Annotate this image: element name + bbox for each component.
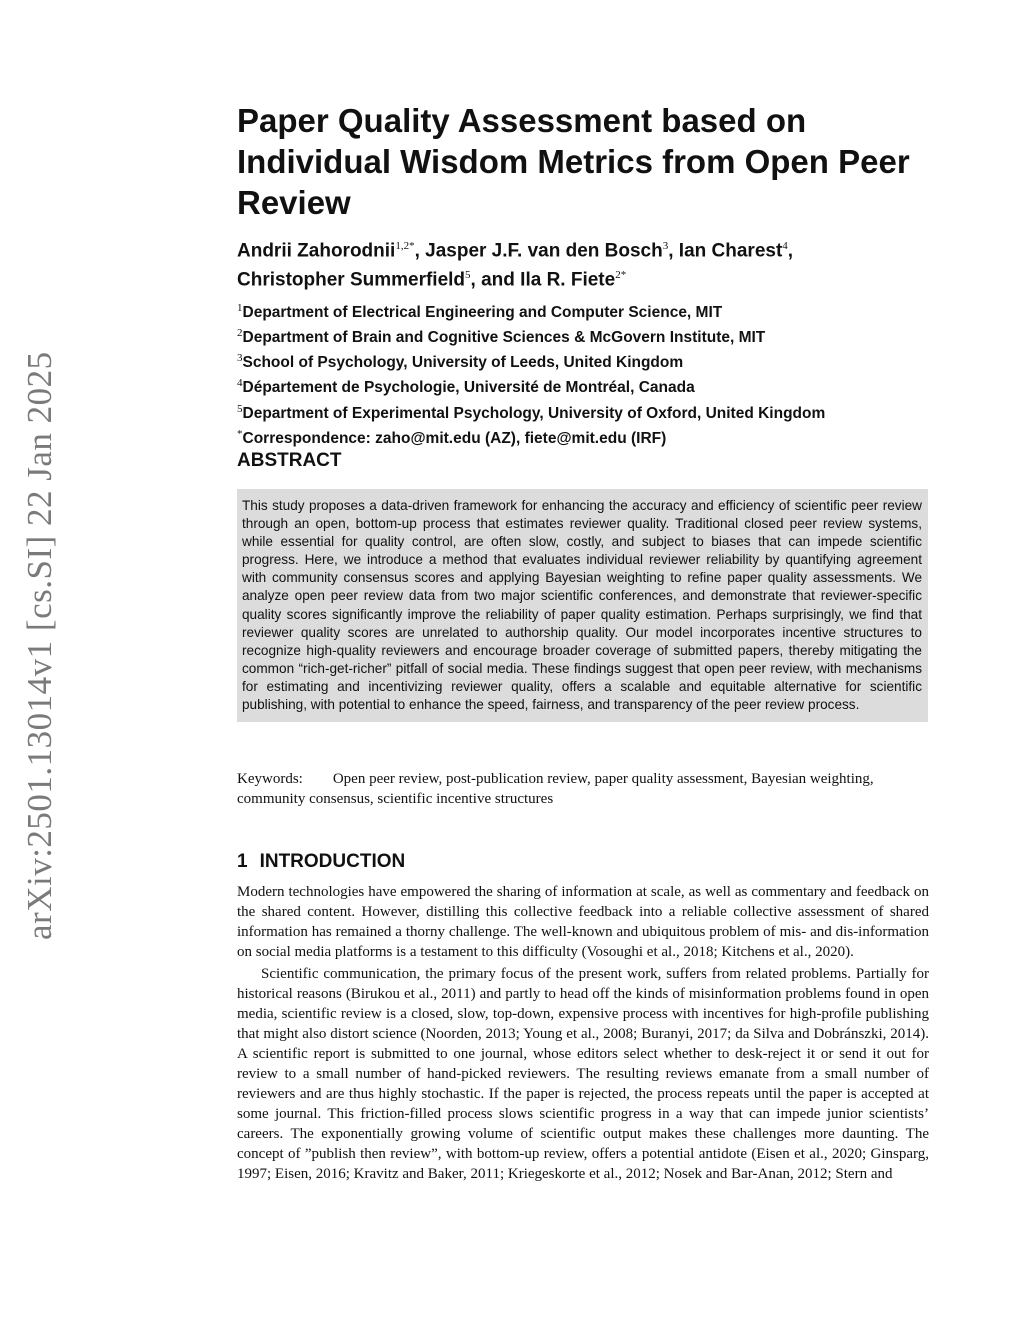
author-list [237,234,937,293]
affiliation-line [237,298,937,323]
section-body [237,882,929,1184]
author-name: Christopher Summerfield [237,269,466,291]
affiliation-line [237,323,937,348]
author-affiliation-mark: 3 [662,240,669,252]
author-name: Andrii Zahorodnii [237,240,396,262]
body-paragraph: Modern technologies have empowered the sharing of information at scale, as well as commentary and feedback on the shared content. However, distilling this collective feedback into a reliable collective assessment of shared information has remained a thorny challenge. The well-known and ubiquitous problem of mis- and dis-information on social media platforms is a testament to this difficulty (Vosoughi et al., 2018; Kitchens et al., 2020). [237,884,929,960]
correspondence-text: Correspondence: zaho@mit.edu (AZ), fiete@mit.edu (IRF) [242,429,667,447]
keywords-text: Open peer review, post-publication review, paper quality assessment, Bayesian weighting, community consensus, scientific incentive structures [237,771,874,807]
author-separator: , [668,240,679,262]
keywords-label: Keywords: [237,771,303,787]
affiliation-mark: 2 [237,327,243,340]
affiliation-mark: 4 [237,377,243,390]
author-name: Jasper J.F. van den Bosch [425,240,663,262]
author-separator: , [414,240,426,262]
arxiv-identifier-stamp: arXiv:2501.13014v1 [cs.SI] 22 Jan 2025 [20,351,59,940]
affiliation-text: Department of Electrical Engineering and Computer Science, MIT [242,304,723,322]
body-paragraph: Scientific communication, the primary focus of the present work, suffers from related problems. Partially for historical reasons (Birukou et al., 2011) and partly to head off the kinds of misinformation problems found in open media, scientific review is a closed, slow, top-down, expensive process with incentives for high-profile publishing that might also distort science (Noorden, 2013; Young et al., 2008; Buranyi, 2017; da Silva and Dobránszki, 2014). A scientific report is submitted to one journal, whose editors select whether to desk-reject it or send it out for review to a small number of hand-picked reviewers. The resulting reviews emanate from a small number of reviewers and are thus highly stochastic. If the paper is rejected, the process repeats until the paper is accepted at some journal. This friction-filled process slows scientific progress in a way that can impede junior scientists’ careers. The exponentially growing volume of scientific output makes these challenges more daunting. The concept of ”publish then review”, with bottom-up review, offers a potential antidote (Eisen et al., 2020; Ginsparg, 1997; Eisen, 2016; Kravitz and Baker, 2011; Kriegeskorte et al., 2012; Nosek and Bar-Anan, 2012; Stern and [237,966,929,1182]
author-affiliation-mark: 5 [465,269,471,282]
section-number: 1 [237,851,248,872]
abstract-heading: ABSTRACT [237,450,342,471]
paper-title: Paper Quality Assessment based on Individual Wisdom Metrics from Open Peer Review [237,102,910,221]
affiliation-mark: 3 [237,352,243,365]
abstract-body: This study proposes a data-driven framework for enhancing the accuracy and efficiency of scientific peer review through an open, bottom-up process that estimates reviewer quality. Traditional closed peer review systems, while essential for quality control, are often slow, costly, and subject to biases that can impede scientific progress. Here, we introduce a method that evaluates individual reviewer reliability by quantifying agreement with community consensus scores and applying Bayesian weighting to refine paper quality assessments. We analyze open peer review data from two major scientific conferences, and demonstrate that reviewer-specific quality scores significantly improve the reliability of paper quality estimation. Perhaps surprisingly, we find that reviewer quality scores are unrelated to authorship quality. Our model incorporates incentive structures to recognize high-quality reviewers and encourage broader coverage of submitted papers, thereby mitigating the common “rich-get-richer” pitfall of social media. These findings suggest that open peer review, with mechanisms for estimating and incentivizing reviewer quality, offers a scalable and equitable alternative for scientific publishing, with potential to enhance the speed, fairness, and transparency of the peer review process. [237,489,928,722]
affiliation-text: Département de Psychologie, Université de Montréal, Canada [242,379,695,397]
affiliation-line [237,399,937,424]
author-separator: , and [470,269,521,291]
affiliation-text: School of Psychology, University of Leeds, United Kingdom [242,354,684,372]
author-affiliation-mark: 4 [782,240,788,252]
affiliation-list [237,298,937,449]
author-name: Ian Charest [678,240,783,262]
affiliation-line [237,373,937,398]
affiliation-mark: * [237,427,243,440]
section-title: INTRODUCTION [259,851,406,872]
affiliation-text: Department of Experimental Psychology, University of Oxford, United Kingdom [242,404,826,422]
section-heading [237,851,405,873]
author-affiliation-mark: 1,2* [395,240,415,252]
affiliation-mark: 1 [237,302,243,314]
author-separator: , [787,240,794,262]
affiliation-text: Department of Brain and Cognitive Sciences & McGovern Institute, MIT [242,329,766,347]
author-affiliation-mark: 2* [615,269,627,282]
author-name: Ila R. Fiete [520,269,616,291]
keywords-block [237,769,927,809]
affiliation-mark: 5 [237,402,243,415]
correspondence-line [237,424,937,449]
affiliation-line [237,348,937,373]
